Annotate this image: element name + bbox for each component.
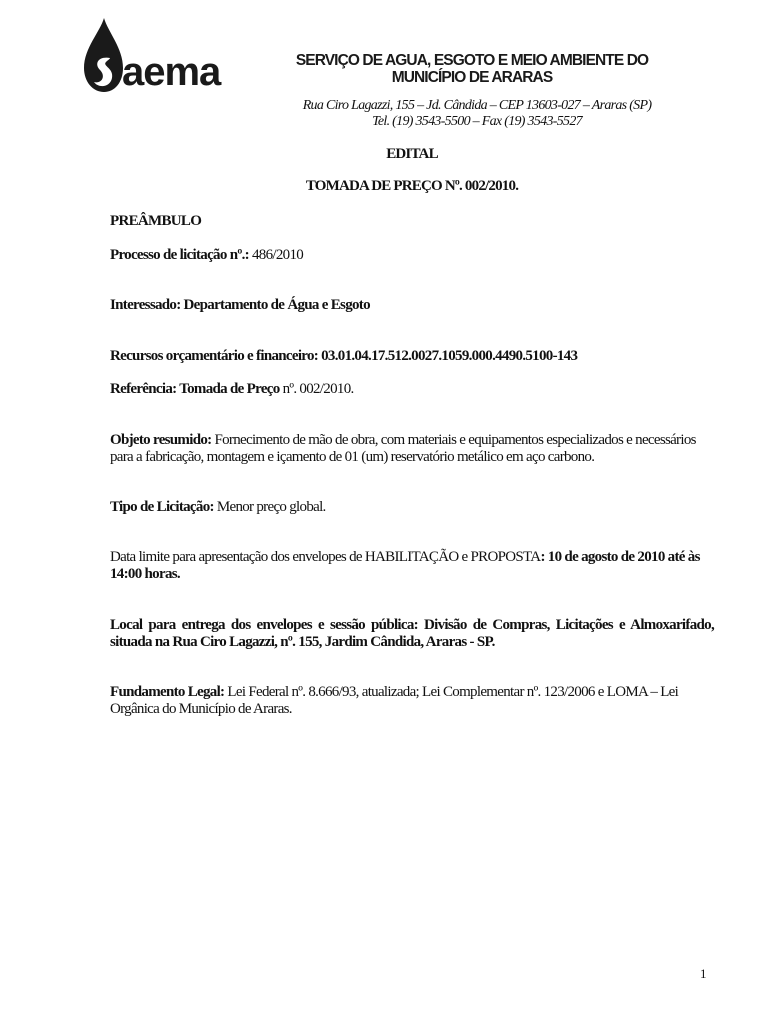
tipo-value: Menor preço global. [213,499,326,515]
recursos-line: Recursos orçamentário e financeiro: 03.01.04.17.512.0027.1059.000.4490.5100-143 [110,348,578,364]
processo-line [110,247,714,264]
objeto-label: Objeto resumido: [110,432,212,448]
tomada-title: TOMADA DE PREÇO Nº. 002/2010. [305,178,519,194]
referencia-value: nº. 002/2010. [279,381,354,397]
water-drop-icon [80,18,124,94]
fundamento-paragraph [110,684,714,718]
organization-name [262,52,682,86]
fundamento-label: Fundamento Legal: [110,684,225,700]
logo-text: aema [122,50,221,94]
preambulo-heading: PREÂMBULO [110,213,202,229]
address-line-2: Tel. (19) 3543-5500 – Fax (19) 3543-5527 [372,114,582,129]
interessado-line: Interessado: Departamento de Água e Esgoto [110,297,370,313]
objeto-value: Fornecimento de mão de obra, com materiais e equipamentos especializados e necessários para a fabricação, montagem e içamento de 01 (um) reservatório metálico em aço carbono. [110,432,696,465]
local-paragraph: Local para entrega dos envelopes e sessão pública: Divisão de Compras, Licitações e Almoxarifado, situada na Rua Ciro Lagazzi, nº. 155, Jardim Cândida, Araras - SP. [110,617,714,650]
referencia-label: Referência: Tomada de Preço [110,381,280,397]
objeto-paragraph [110,432,714,466]
edital-title: EDITAL [386,146,438,162]
processo-value: 486/2010 [248,247,304,263]
aema-logo [80,18,240,94]
data-limite-paragraph [110,549,714,583]
organization-address [262,98,692,130]
page-number: 1 [700,966,707,981]
address-line-1: Rua Ciro Lagazzi, 155 – Jd. Cândida – CEP 13603-027 – Araras (SP) [302,98,652,113]
tipo-label: Tipo de Licitação: [110,499,214,515]
processo-label: Processo de licitação nº.: [110,247,249,263]
referencia-line [110,381,714,398]
org-line-2: MUNICÍPIO DE ARARAS [391,69,553,86]
fundamento-value: Lei Federal nº. 8.666/93, atualizada; Lei Complementar nº. 123/2006 e LOMA – Lei Orgânica do Município de Araras. [110,684,679,717]
org-line-1: SERVIÇO DE AGUA, ESGOTO E MEIO AMBIENTE DO [295,52,649,69]
data-limite-text: Data limite para apresentação dos envelopes de HABILITAÇÃO e PROPOSTA [110,549,541,565]
data-limite-date: : 10 de agosto de 2010 até às 14:00 horas. [110,549,700,582]
tipo-line [110,499,714,516]
